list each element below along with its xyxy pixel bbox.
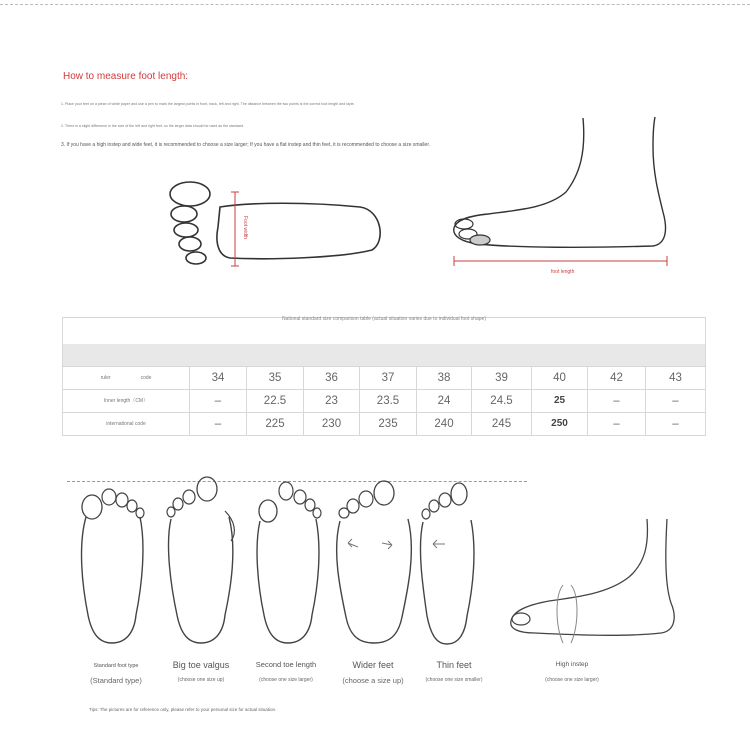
row-label-inner-length: Inner length（CM）	[103, 398, 149, 404]
table-cell: 245	[471, 413, 531, 435]
table-cell: 24	[416, 390, 471, 412]
foot-side-illustration	[448, 112, 678, 277]
instruction-note-2: 2. There is a slight difference in the size of the left and right feet, so the larger data should be used as the standard.	[61, 124, 245, 128]
row-label-international-code: international code	[106, 421, 146, 427]
code-label: code	[140, 375, 152, 381]
table-caption: National standard size comparison table (actual situation varies due to individual foot shape)	[281, 316, 486, 322]
foot-type-note-standard: (Standard type)	[90, 676, 142, 685]
big-toe-valgus-foot-illustration	[165, 475, 237, 647]
foot-type-name-thin: Thin feet	[436, 660, 472, 670]
table-row-inner-length	[63, 389, 705, 412]
tips-footnote: Tips: The pictures are for reference only, please refer to your personal size for actual situation.	[89, 707, 277, 712]
table-row-international-code	[63, 412, 705, 435]
thin-foot-illustration	[417, 482, 479, 648]
foot-type-note-wider: (choose a size up)	[342, 676, 404, 685]
table-cell: –	[587, 390, 645, 412]
foot-sole-illustration	[160, 172, 390, 272]
size-comparison-table	[62, 317, 706, 436]
row-label-ruler-code	[63, 367, 189, 389]
table-cell: –	[189, 413, 246, 435]
instruction-note-3: 3. If you have a high instep and wide feet, it is recommended to choose a size larger; If you have a flat instep and thin feet, it is recommended to choose a size smaller.	[61, 142, 431, 148]
table-cell: 38	[416, 367, 471, 389]
foot-type-name-standard: Standard foot type	[93, 663, 139, 669]
table-cell: 37	[359, 367, 416, 389]
table-cell: 240	[416, 413, 471, 435]
high-instep-foot-illustration	[505, 515, 680, 650]
standard-foot-illustration	[76, 485, 148, 647]
table-cell: 34	[189, 367, 246, 389]
table-cell: 22.5	[246, 390, 303, 412]
table-cell: 35	[246, 367, 303, 389]
ruler-label: ruler	[100, 375, 111, 381]
foot-type-note-high-instep: (choose one size larger)	[545, 677, 599, 683]
page-title: How to measure foot length:	[63, 71, 189, 82]
foot-type-name-high-instep: High instep	[555, 661, 589, 668]
table-cell: 43	[645, 367, 705, 389]
table-cell: 40	[531, 367, 587, 389]
table-cell: 225	[246, 413, 303, 435]
top-dashed-divider	[0, 4, 750, 5]
foot-type-note-second-toe: (choose one size larger)	[259, 677, 313, 683]
table-cell: –	[645, 390, 705, 412]
foot-width-label: Foot width	[242, 216, 248, 240]
table-cell: 23	[303, 390, 359, 412]
table-cell: 25	[531, 390, 587, 412]
foot-type-note-thin: (choose one size smaller)	[425, 677, 483, 683]
table-cell: 36	[303, 367, 359, 389]
table-header-band	[63, 344, 705, 366]
table-cell: 250	[531, 413, 587, 435]
wider-foot-illustration	[334, 479, 414, 647]
foot-type-name-wider: Wider feet	[352, 660, 394, 670]
table-cell: 230	[303, 413, 359, 435]
foot-type-note-big-toe-valgus: (choose one size up)	[177, 677, 225, 683]
instruction-note-1: 1. Place your feet on a piece of white paper and use a pen to mark the largest points in front, back, left and right. The distance between the two points is the correct foot length and style.	[61, 102, 355, 106]
foot-type-name-second-toe: Second toe length	[255, 660, 317, 669]
table-row-size-code	[63, 366, 705, 389]
table-cell: 235	[359, 413, 416, 435]
second-toe-long-foot-illustration	[252, 481, 324, 647]
table-cell: –	[645, 413, 705, 435]
table-cell: –	[587, 413, 645, 435]
table-cell: 23.5	[359, 390, 416, 412]
table-cell: –	[189, 390, 246, 412]
table-cell: 42	[587, 367, 645, 389]
foot-length-label: foot length	[551, 269, 575, 275]
foot-type-name-big-toe-valgus: Big toe valgus	[172, 660, 230, 670]
table-cell: 24.5	[471, 390, 531, 412]
table-cell: 39	[471, 367, 531, 389]
